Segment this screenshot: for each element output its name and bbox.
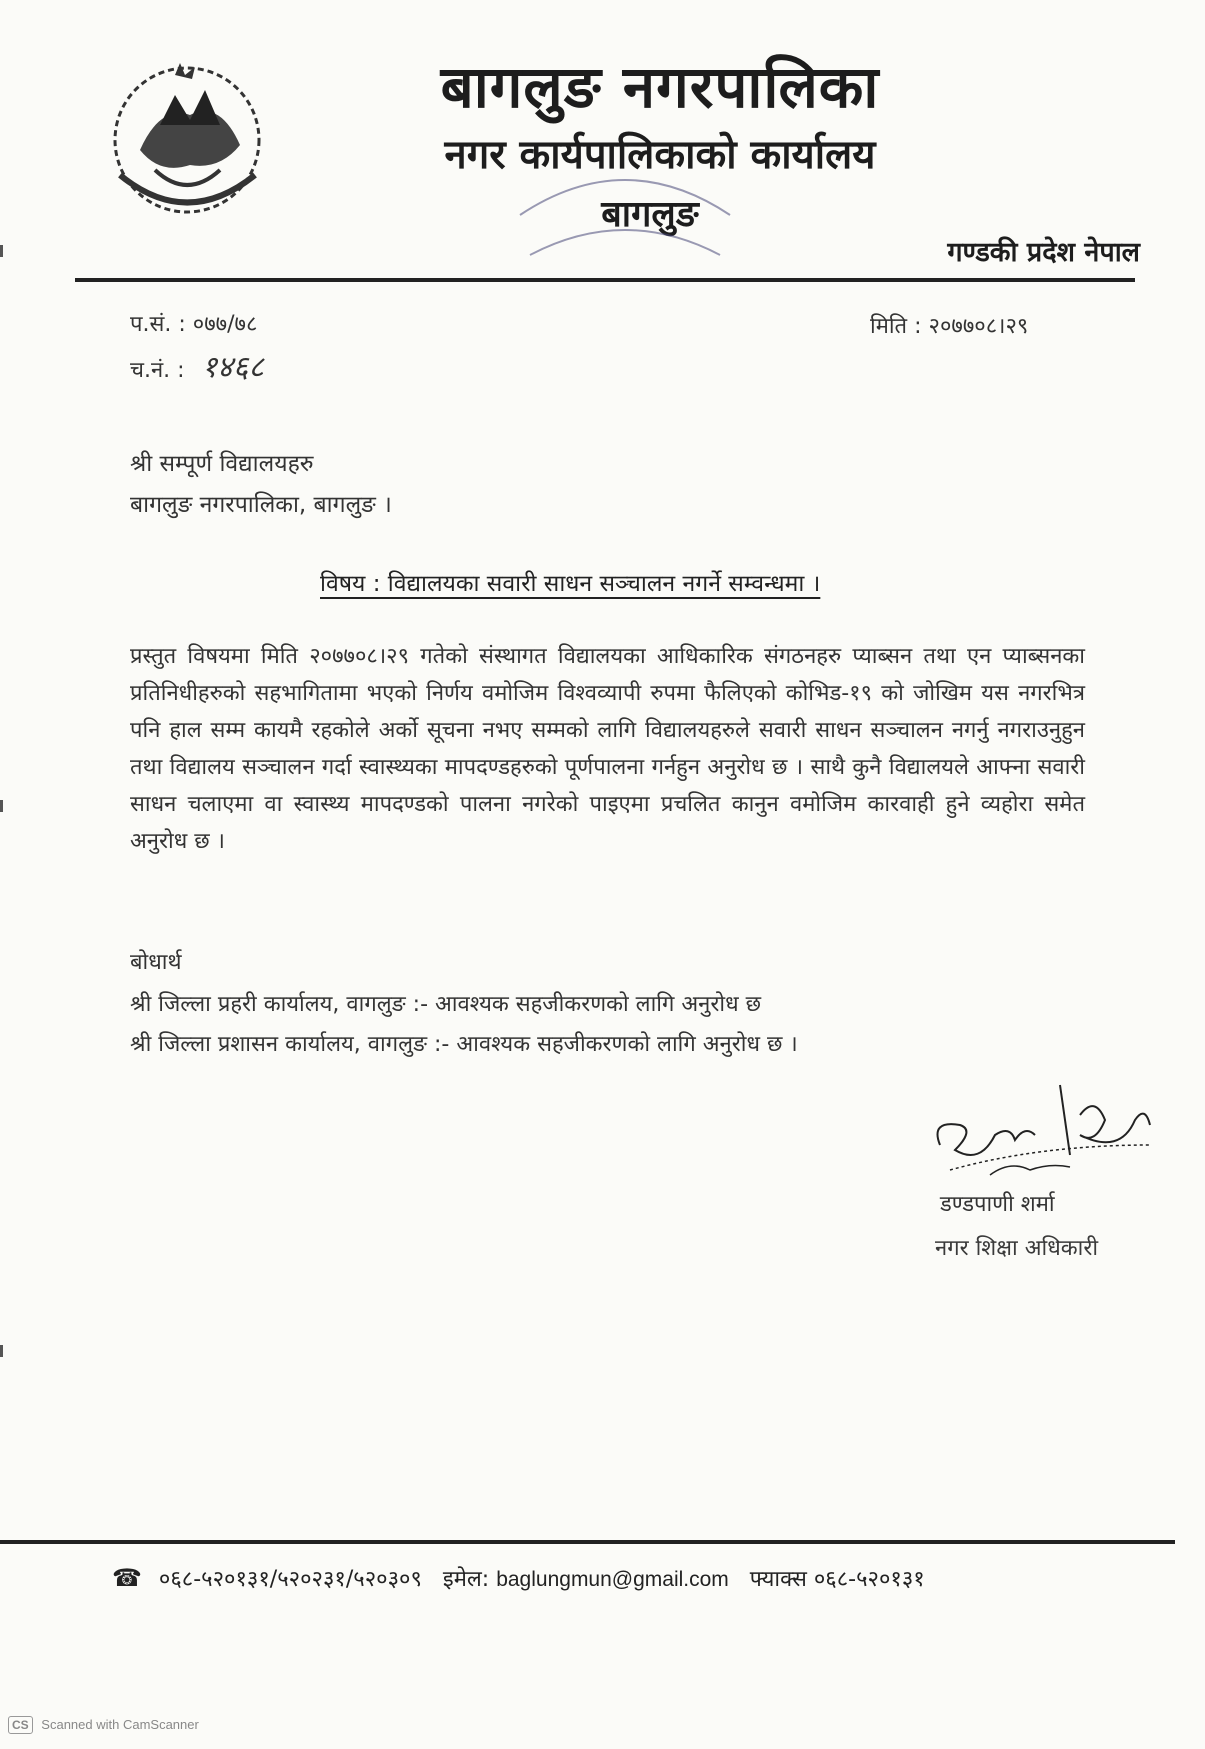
cc-heading: बोधार्थ xyxy=(130,950,182,975)
scan-edge-mark xyxy=(0,1345,3,1357)
contact-footer xyxy=(112,1563,925,1593)
letter-body: प्रस्तुत विषयमा मिति २०७७०८।२९ गतेको संस्थागत विद्यालयका आधिकारिक संगठनहरु प्याब्सन तथा एन प्याब्सनका प्रतिनिधीहरुको सहभागितामा भएको निर्णय वमोजिम विश्वव्यापी रुपमा फैलिएको कोभिड-१९ को जोखिम यस नगरभित्र पनि हाल सम्म कायमै रहकोले अर्को सूचना नभए सम्मको लागि विद्यालयहरुले सवारी साधन सञ्चालन नगर्नु नगराउनुहुन तथा विद्यालय सञ्चालन गर्दा स्वास्थ्यका मापदण्डहरुको पूर्णपालना गर्नहुन अनुरोध छ । साथै कुनै विद्यालयले आफ्ना सवारी साधन चलाएमा वा स्वास्थ्य मापदण्डको पालना नगरेको पाइएमा प्रचलित कानुन वमोजिम कारवाही हुने व्यहोरा समेत अनुरोध छ । xyxy=(130,644,1085,854)
reference-value: ०७७/७८ xyxy=(192,312,258,337)
signatory-title: नगर शिक्षा अधिकारी xyxy=(935,1236,1099,1261)
phone-numbers: ०६८-५२०१३१/५२०२३१/५२०३०९ xyxy=(158,1567,422,1592)
footer-divider xyxy=(0,1540,1175,1544)
scan-edge-mark xyxy=(0,245,3,257)
office-place: बागलुङ xyxy=(601,194,699,235)
date-value: २०७७०८।२९ xyxy=(928,314,1029,339)
government-emblem-icon xyxy=(100,55,275,215)
telephone-icon: ☎ xyxy=(112,1564,142,1592)
scan-edge-mark xyxy=(0,800,3,812)
scanner-text: Scanned with CamScanner xyxy=(41,1717,199,1732)
dispatch-label: च.नं. : xyxy=(130,358,185,383)
letter-reference-number xyxy=(130,308,257,338)
camscanner-logo-icon: CS xyxy=(8,1716,33,1734)
fax-label: फ्याक्स xyxy=(749,1567,807,1592)
email-label: इमेल: xyxy=(442,1567,490,1592)
dispatch-number xyxy=(130,345,264,386)
header-divider xyxy=(75,278,1135,282)
fax-number: ०६८-५२०१३१ xyxy=(813,1567,925,1592)
office-subtitle: नगर कार्यपालिकाको कार्यालय xyxy=(444,132,876,178)
office-stamp xyxy=(510,145,740,265)
signatory-name: डण्डपाणी शर्मा xyxy=(940,1192,1055,1217)
cc-line-1: श्री जिल्ला प्रहरी कार्यालय, वागलुङ :- आवश्यक सहजीकरणको लागि अनुरोध छ xyxy=(130,992,762,1017)
letter-subject: विषय : विद्यालयका सवारी साधन सञ्चालन नगर्ने सम्वन्धमा । xyxy=(320,571,821,597)
province-label: गण्डकी प्रदेश नेपाल xyxy=(947,237,1140,268)
handwritten-signature xyxy=(920,1075,1170,1195)
email-address: baglungmun@gmail.com xyxy=(496,1568,729,1591)
cc-line-2: श्री जिल्ला प्रशासन कार्यालय, वागलुङ :- आवश्यक सहजीकरणको लागि अनुरोध छ । xyxy=(130,1032,798,1057)
reference-label: प.सं. : xyxy=(130,312,186,337)
recipient-line-2: बागलुङ नगरपालिका, बागलुङ । xyxy=(130,492,392,518)
dispatch-value: १४६८ xyxy=(201,350,264,385)
recipient-line-1: श्री सम्पूर्ण विद्यालयहरु xyxy=(130,451,314,477)
date-label: मिति : xyxy=(870,314,922,339)
scanner-watermark xyxy=(8,1716,199,1734)
letter-date xyxy=(870,310,1028,340)
municipality-title: बागलुङ नगरपालिका xyxy=(440,53,880,121)
